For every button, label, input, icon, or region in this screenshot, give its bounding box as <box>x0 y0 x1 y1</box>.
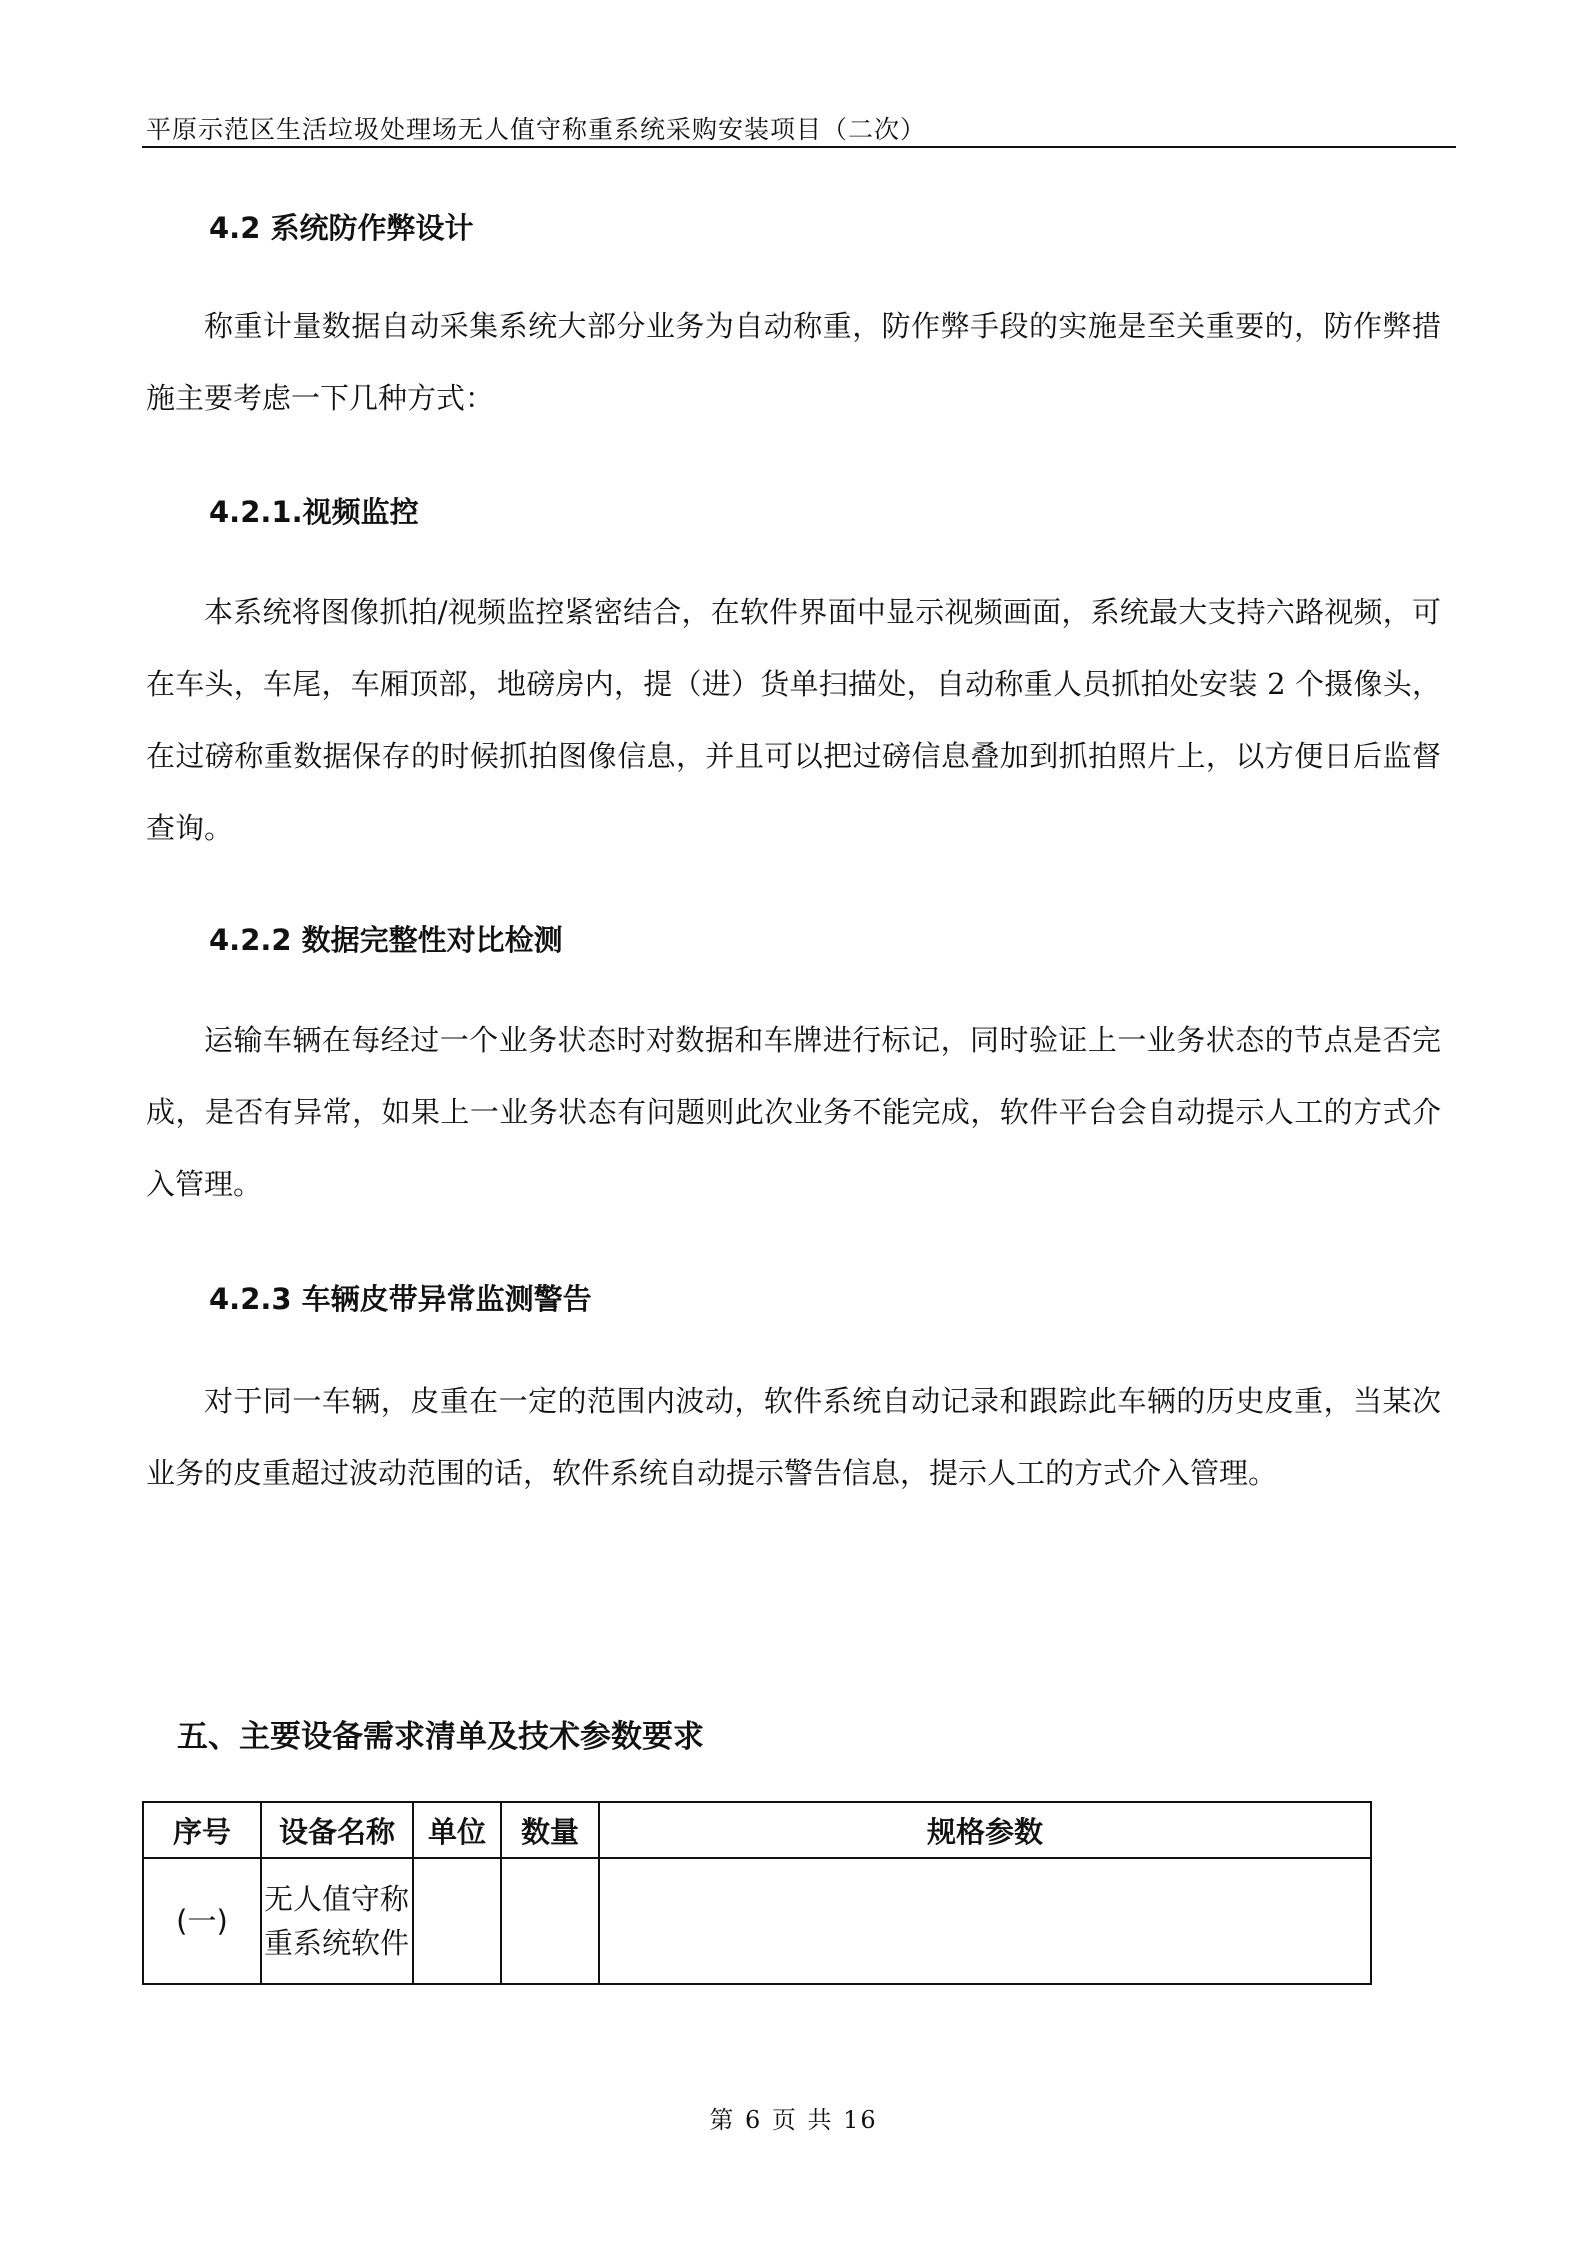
heading-4-2: 4.2 系统防作弊设计 <box>209 211 474 245</box>
page-number-footer: 第 6 页 共 16 <box>709 2106 878 2134</box>
heading-4-2-2: 4.2.2 数据完整性对比检测 <box>209 923 563 957</box>
table-header-row <box>143 1802 1371 1858</box>
column-header-name: 设备名称 <box>261 1802 413 1858</box>
paragraph-4-2-3: 对于同一车辆，皮重在一定的范围内波动，软件系统自动记录和跟踪此车辆的历史皮重，当某次业务的皮重超过波动范围的话，软件系统自动提示警告信息，提示人工的方式介入管理。 <box>146 1384 1441 1490</box>
column-header-spec: 规格参数 <box>599 1802 1371 1858</box>
table-row <box>143 1858 1371 1984</box>
paragraph-4-2-2: 运输车辆在每经过一个业务状态时对数据和车牌进行标记，同时验证上一业务状态的节点是否完成，是否有异常，如果上一业务状态有问题则此次业务不能完成，软件平台会自动提示人工的方式介入管理。 <box>146 1023 1441 1201</box>
cell-unit <box>413 1858 501 1984</box>
section-five-title: 五、主要设备需求清单及技术参数要求 <box>177 1719 704 1755</box>
column-header-index: 序号 <box>143 1802 261 1858</box>
cell-spec <box>599 1858 1371 1984</box>
cell-name-line-2: 重系统软件 <box>264 1926 410 1960</box>
heading-4-2-1: 4.2.1.视频监控 <box>209 495 419 529</box>
cell-quantity <box>501 1858 599 1984</box>
heading-4-2-3: 4.2.3 车辆皮带异常监测警告 <box>209 1282 592 1316</box>
column-header-quantity: 数量 <box>501 1802 599 1858</box>
cell-index: (一) <box>143 1858 261 1984</box>
paragraph-4-2-1: 本系统将图像抓拍/视频监控紧密结合，在软件界面中显示视频画面，系统最大支持六路视频，可在车头，车尾，车厢顶部，地磅房内，提（进）货单扫描处，自动称重人员抓拍处安装 2 个摄像头，在过磅称重数据保存的时候抓拍图像信息，并且可以把过磅信息叠加到抓拍照片上，以方便日后监督查询。 <box>146 595 1441 845</box>
running-header: 平原示范区生活垃圾处理场无人值守称重系统采购安装项目（二次） <box>146 115 927 144</box>
cell-name-line-1: 无人值守称 <box>264 1882 410 1916</box>
column-header-unit: 单位 <box>413 1802 501 1858</box>
paragraph-4-2: 称重计量数据自动采集系统大部分业务为自动称重，防作弊手段的实施是至关重要的，防作弊措施主要考虑一下几种方式： <box>146 309 1441 415</box>
equipment-spec-table <box>142 1801 1372 1985</box>
cell-name <box>261 1858 413 1984</box>
header-divider <box>142 146 1456 148</box>
